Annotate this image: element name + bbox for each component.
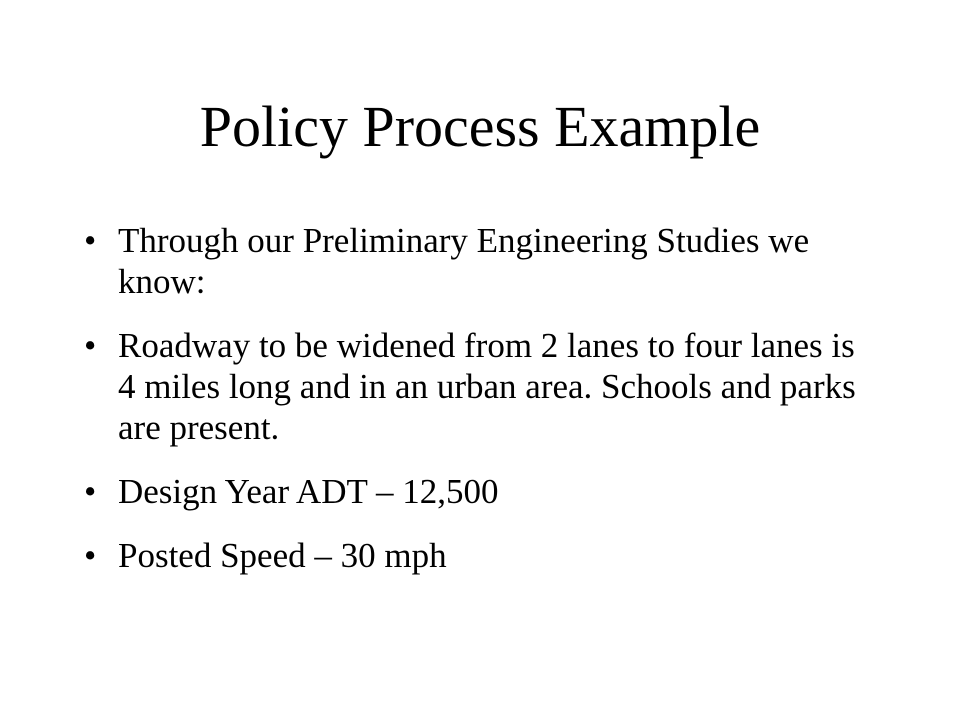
bullet-icon: • [84, 221, 97, 260]
bullet-text: Design Year ADT – 12,500 [118, 472, 499, 511]
bullet-item [80, 325, 860, 448]
bullet-icon: • [84, 536, 97, 575]
bullet-text: Through our Preliminary Engineering Studies we know: [118, 221, 810, 301]
bullet-text: Posted Speed – 30 mph [118, 536, 447, 575]
bullet-icon: • [84, 472, 97, 511]
bullet-icon: • [84, 326, 97, 365]
bullet-item [80, 471, 860, 512]
slide-title: Policy Process Example [199, 94, 761, 159]
bullet-item [80, 220, 860, 302]
bullet-item [80, 535, 860, 576]
bullet-text: Roadway to be widened from 2 lanes to four lanes is 4 miles long and in an urban area. Schools and parks are present. [118, 326, 856, 447]
bullet-list [80, 220, 860, 599]
